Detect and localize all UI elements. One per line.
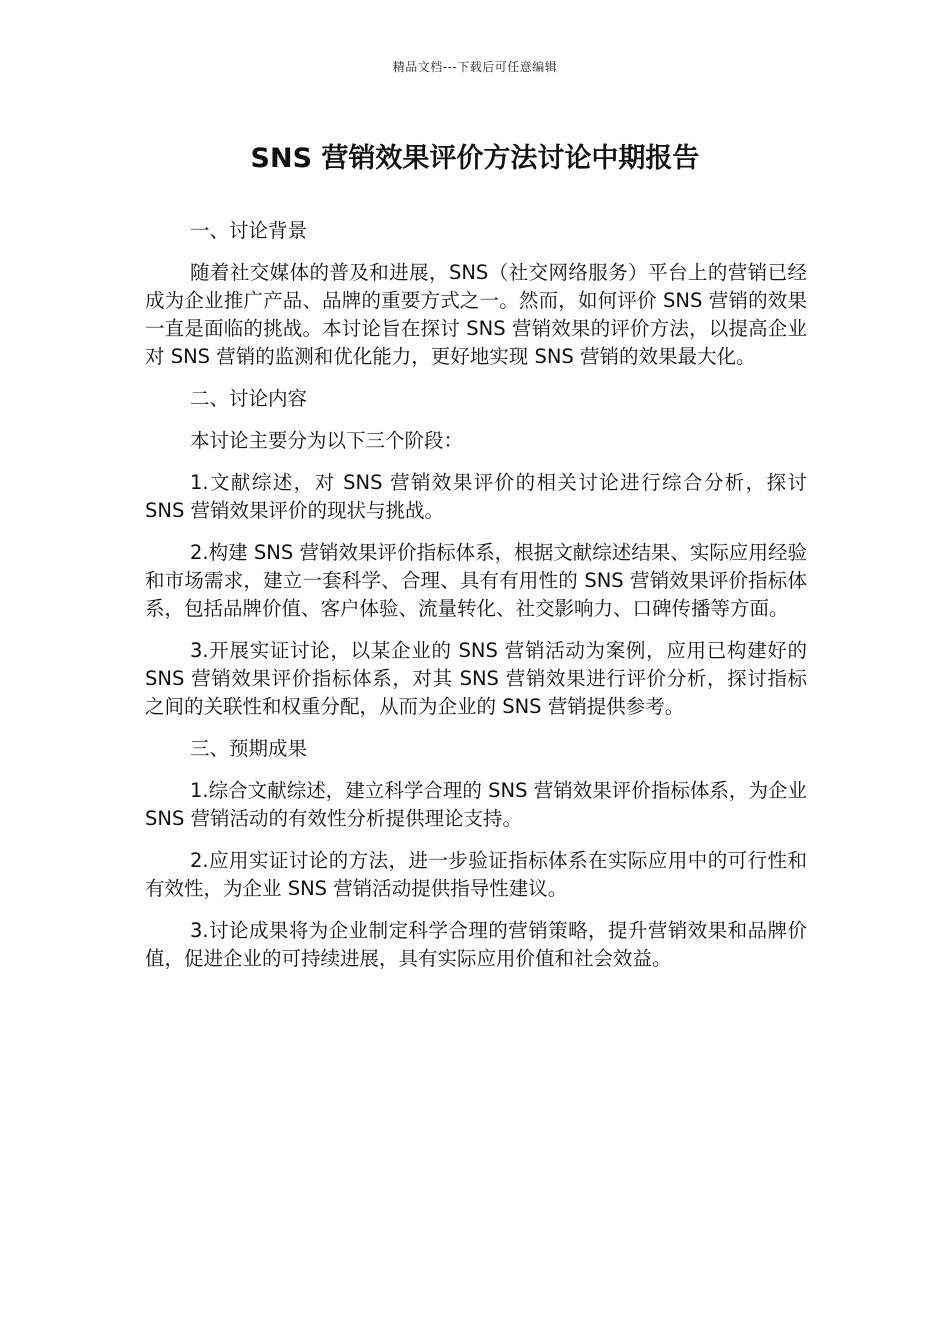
content-stage-1: 1.文献综述，对 SNS 营销效果评价的相关讨论进行综合分析，探讨 SNS 营销效果评价的现状与挑战。 [145,471,807,522]
background-paragraph: 随着社交媒体的普及和进展，SNS（社交网络服务）平台上的营销已经成为企业推广产品、品牌的重要方式之一。然而，如何评价 SNS 营销的效果一直是面临的挑战。本讨论旨在探讨 SNS 营销效果的评价方法，以提高企业对 SNS 营销的监测和优化能力，更好地实现 SNS 营销的效果最大化。 [145,261,807,368]
section-heading-results: 三、预期成果 [190,737,308,760]
content-intro-paragraph: 本讨论主要分为以下三个阶段： [190,429,464,452]
header-note: 精品文档---下载后可任意编辑 [392,60,558,74]
document-body [145,217,807,987]
document-title: SNS 营销效果评价方法讨论中期报告 [250,143,700,174]
result-item-2: 2.应用实证讨论的方法，进一步验证指标体系在实际应用中的可行性和有效性，为企业 SNS 营销活动提供指导性建议。 [145,849,807,900]
section-heading-content: 二、讨论内容 [190,387,308,410]
content-stage-3: 3.开展实证讨论，以某企业的 SNS 营销活动为案例，应用已构建好的 SNS 营销效果评价指标体系，对其 SNS 营销效果进行评价分析，探讨指标之间的关联性和权重分配，从而为企业的 SNS 营销提供参考。 [145,639,807,718]
result-item-1: 1.综合文献综述，建立科学合理的 SNS 营销效果评价指标体系，为企业 SNS 营销活动的有效性分析提供理论支持。 [145,779,807,830]
result-item-3: 3.讨论成果将为企业制定科学合理的营销策略，提升营销效果和品牌价值，促进企业的可持续进展，具有实际应用价值和社会效益。 [145,919,807,970]
content-stage-2: 2.构建 SNS 营销效果评价指标体系，根据文献综述结果、实际应用经验和市场需求，建立一套科学、合理、具有有用性的 SNS 营销效果评价指标体系，包括品牌价值、客户体验、流量转化、社交影响力、口碑传播等方面。 [145,541,807,620]
section-heading-background: 一、讨论背景 [190,219,308,242]
